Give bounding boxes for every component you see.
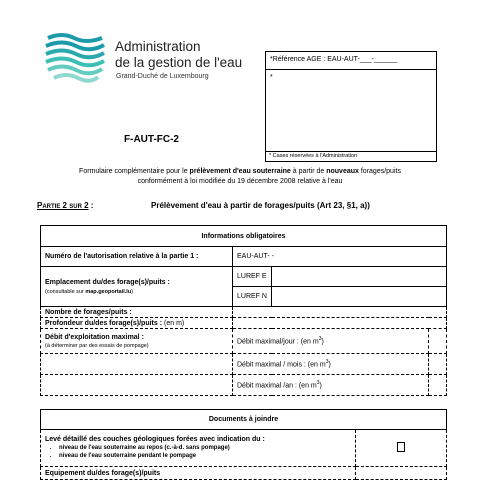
reference-label: *Référence AGE : EAU-AUT-___-______: [266, 52, 436, 70]
part-label: Partie 2 sur 2: [37, 201, 89, 210]
intro-text: [40, 167, 440, 187]
geology-item: [41, 430, 356, 467]
reference-note: * Cases réservées à l'Administration: [269, 153, 358, 159]
org-country: Grand-Duché de Luxembourg: [116, 73, 209, 80]
flow-month-field[interactable]: [429, 354, 447, 375]
intro-line2: conformément à loi modifiée du 19 décembre 2008 relative à l'eau: [137, 178, 343, 185]
flow-month-label: Débit maximal / mois : (en $m^3$): [233, 354, 429, 375]
org-name-line1: Administration: [115, 39, 201, 54]
flow-year-field[interactable]: [429, 375, 447, 396]
geology-checkbox[interactable]: [397, 442, 405, 452]
geology-bullets: [45, 445, 351, 459]
form-code: F-AUT-FC-2: [124, 134, 179, 145]
luref-e-label: LUREF E: [233, 267, 272, 287]
part-title: Prélèvement d'eau à partir de forages/puits (Art 23, §1, a)): [151, 201, 370, 210]
bullet-pump-level: • niveau de l'eau souterraine pendant le pompage: [59, 453, 351, 459]
intro-p2: à partir de: [290, 168, 327, 175]
reference-box: [265, 51, 437, 162]
location-label: Emplacement du/des forage(s)/puits :: [45, 278, 170, 286]
logo: [44, 32, 106, 84]
intro-b2: nouveaux: [326, 168, 359, 175]
flow-year-label: Débit maximal /an : (en $m^3$): [233, 375, 429, 396]
flow-label: Débit d'exploitation maximal :: [45, 333, 144, 341]
geology-label: Levé détaillé des couches géologiques forées avec indication du :: [45, 435, 265, 443]
bullet-rest-level: • niveau de l'eau souterraine au repos (c.-à-d. sans pompage): [59, 445, 351, 451]
flow-note: (à déterminer par des essais de pompage): [45, 342, 149, 349]
auth-number-field[interactable]: EAU-AUT- -: [233, 247, 447, 267]
well-count-label: Nombre de forages/puits :: [41, 307, 233, 318]
well-count-field[interactable]: [233, 307, 447, 318]
luref-n-field[interactable]: [272, 287, 447, 307]
luref-n-label: LUREF N: [233, 287, 272, 307]
flow-year-empty: [41, 375, 233, 396]
mandatory-info-table: [40, 225, 447, 396]
depth-cell: [41, 318, 233, 329]
intro-p3: forages/puits: [358, 168, 401, 175]
part-heading: [37, 201, 370, 210]
depth-unit: (en m): [164, 319, 185, 327]
flow-day-label: Débit maximal/jour : (en $m^3$): [233, 329, 429, 354]
table1-title: Informations obligatoires: [41, 226, 447, 247]
intro-b1: prélèvement d'eau souterraine: [189, 168, 291, 175]
equipment-label: Equipement du/des forage(s)/puits: [41, 467, 356, 480]
flow-month-empty: [41, 354, 233, 375]
part-colon: :: [88, 201, 94, 210]
reference-reserved-area[interactable]: [266, 70, 436, 152]
luref-e-field[interactable]: [272, 267, 447, 287]
reference-mark: *: [270, 74, 273, 81]
org-name-line2: de la gestion de l'eau: [115, 55, 243, 70]
depth-label: Profondeur du/des forage(s)/puits :: [45, 319, 163, 327]
flow-cell: [41, 329, 233, 354]
geoportail-link[interactable]: map.geoportail.lu: [85, 288, 132, 295]
intro-p1: Formulaire complémentaire pour le: [79, 168, 190, 175]
table2-title: Documents à joindre: [41, 410, 447, 430]
auth-number-label: Numéro de l'autorisation relative à la partie 1 :: [41, 247, 233, 267]
depth-field[interactable]: [233, 318, 447, 329]
equipment-check-cell[interactable]: [356, 467, 447, 480]
location-cell: [41, 267, 233, 307]
location-note: (consultable sur map.geoportail.lu): [45, 288, 134, 295]
documents-table: [40, 409, 447, 480]
geology-check-cell: [356, 430, 447, 467]
flow-day-field[interactable]: [429, 329, 447, 354]
